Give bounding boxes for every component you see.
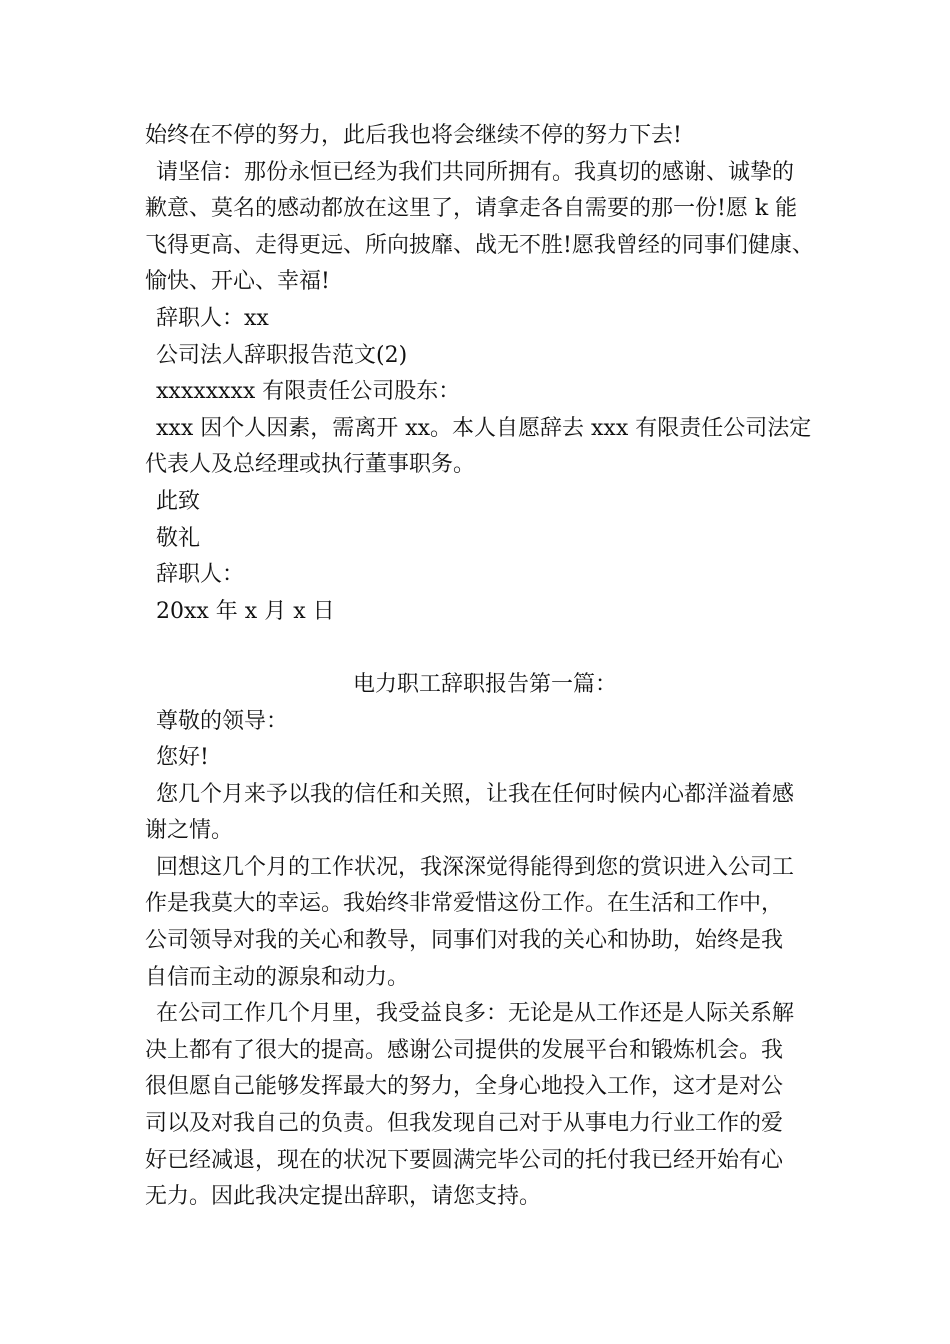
date-line: 20xx 年 x 月 x 日 xyxy=(156,598,335,624)
text-line: 谢之情。 xyxy=(145,818,234,844)
text-line: 很但愿自己能够发挥最大的努力，全身心地投入工作，这才是对公 xyxy=(145,1074,784,1100)
blank-line xyxy=(145,630,825,667)
text-line: 作是我莫大的幸运。我始终非常爱惜这份工作。在生活和工作中， xyxy=(145,891,784,917)
signature-line: 辞职人：xx xyxy=(156,305,269,331)
text-line: 飞得更高、走得更远、所向披靡、战无不胜!愿我曾经的同事们健康、 xyxy=(145,232,814,258)
greeting: 您好! xyxy=(156,745,209,771)
document-page xyxy=(145,118,825,1216)
text-line: 自信而主动的源泉和动力。 xyxy=(145,964,410,990)
text-line: 好已经减退，现在的状况下要圆满完毕公司的托付我已经开始有心 xyxy=(145,1147,784,1173)
closing-line: 敬礼 xyxy=(156,525,201,551)
text-line: 决上都有了很大的提高。感谢公司提供的发展平台和锻炼机会。我 xyxy=(145,1037,784,1063)
text-line: xxx 因个人因素，需离开 xx。本人自愿辞去 xxx 有限责任公司法定 xyxy=(156,415,812,441)
signature-line: 辞职人： xyxy=(156,562,245,588)
section-heading: 电力职工辞职报告第一篇： xyxy=(352,671,617,697)
text-line: 您几个月来予以我的信任和关照，让我在任何时候内心都洋溢着感 xyxy=(156,781,795,807)
text-line: 公司领导对我的关心和教导，同事们对我的关心和协助，始终是我 xyxy=(145,928,784,954)
text-line: 无力。因此我决定提出辞职，请您支持。 xyxy=(145,1184,542,1210)
text-line: 在公司工作几个月里，我受益良多：无论是从工作还是人际关系解 xyxy=(156,1001,795,1027)
text-line: 歉意、莫名的感动都放在这里了，请拿走各自需要的那一份!愿 k 能 xyxy=(145,196,798,222)
salutation: 尊敬的领导： xyxy=(156,708,289,734)
text-line: 始终在不停的努力，此后我也将会继续不停的努力下去! xyxy=(145,123,682,148)
text-line: 回想这几个月的工作状况，我深深觉得能得到您的赏识进入公司工 xyxy=(156,854,795,880)
text-line: 代表人及总经理或执行董事职务。 xyxy=(145,452,476,478)
text-line: 愉快、开心、幸福! xyxy=(145,269,330,295)
text-line: 司以及对我自己的负责。但我发现自己对于从事电力行业工作的爱 xyxy=(145,1111,784,1137)
closing-line: 此致 xyxy=(156,488,201,514)
section-title: 公司法人辞职报告范文(2) xyxy=(156,342,408,368)
salutation: xxxxxxxx 有限责任公司股东： xyxy=(156,379,461,405)
text-line: 请坚信：那份永恒已经为我们共同所拥有。我真切的感谢、诚挚的 xyxy=(156,159,795,185)
